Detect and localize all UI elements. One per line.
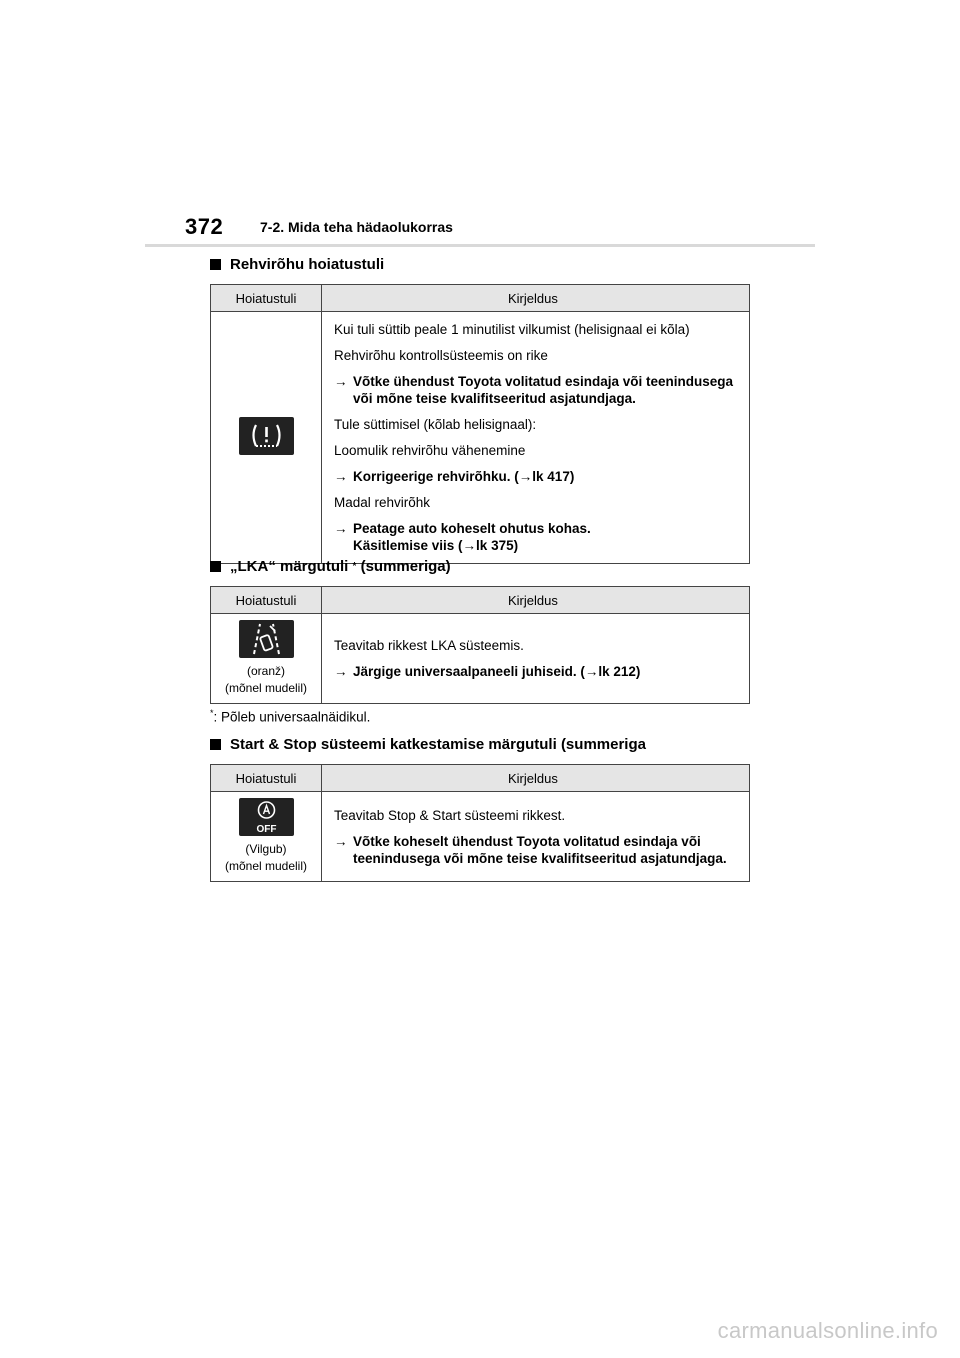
cause-text: Loomulik rehvirõhu vähenemine bbox=[334, 443, 526, 458]
column-header-warning-light: Hoiatustuli bbox=[211, 285, 322, 312]
bullet-square-icon bbox=[210, 561, 221, 572]
arrow-icon: → bbox=[334, 374, 348, 389]
page-number: 372 bbox=[185, 214, 224, 239]
section-heading-text: „LKA“ märgutuli bbox=[230, 558, 349, 575]
section-heading-text: Rehvirõhu hoiatustuli bbox=[230, 256, 385, 273]
footnote-mark: * bbox=[210, 708, 214, 718]
action-text bbox=[334, 833, 743, 867]
arrow-icon: → bbox=[334, 664, 348, 679]
icon-cell bbox=[211, 614, 322, 704]
section-heading-lka bbox=[210, 558, 451, 575]
tire-pressure-table bbox=[210, 284, 750, 564]
footnote bbox=[210, 708, 370, 725]
stop-start-off-icon bbox=[239, 798, 294, 836]
icon-cell bbox=[211, 312, 322, 564]
footnote-marker: * bbox=[352, 561, 357, 572]
bullet-square-icon bbox=[210, 739, 221, 750]
action-label: Võtke koheselt ühendust Toyota volitatud esindaja või teenindusega või mõne teise kvalifitseeritud asjatundjaga. bbox=[353, 833, 727, 866]
description-text: Teavitab Stop & Start süsteemi rikkest. bbox=[334, 807, 566, 823]
arrow-icon: → bbox=[334, 833, 348, 849]
description-cell bbox=[322, 792, 750, 882]
description-cell bbox=[322, 312, 750, 564]
table-header-row bbox=[211, 587, 750, 614]
section-heading-tire-pressure bbox=[210, 256, 384, 273]
condition-text: Kui tuli süttib peale 1 minutilist vilkumist (helisignaal ei kõla) bbox=[334, 322, 690, 337]
lka-table bbox=[210, 586, 750, 704]
description-cell bbox=[322, 614, 750, 704]
column-header-description: Kirjeldus bbox=[322, 765, 750, 792]
action-text bbox=[334, 520, 743, 537]
cause-text: Madal rehvirõhk bbox=[334, 495, 431, 510]
action-text bbox=[334, 663, 743, 680]
section-heading-text: Start & Stop süsteemi katkestamise märgutuli (summeriga bbox=[230, 736, 646, 753]
footnote-text: : Põleb universaalnäidikul. bbox=[213, 709, 371, 725]
action-text bbox=[334, 468, 743, 485]
table-row bbox=[211, 312, 750, 564]
column-header-description: Kirjeldus bbox=[322, 587, 750, 614]
action-label: Võtke ühendust Toyota volitatud esindaja või teenindusega või mõne teise kvalifitseeritud asjatundjaga. bbox=[353, 374, 734, 406]
description-text: Teavitab rikkest LKA süsteemis. bbox=[334, 638, 524, 653]
icon-caption: (mõnel mudelil) bbox=[224, 681, 308, 695]
column-header-description: Kirjeldus bbox=[322, 285, 750, 312]
action-label: Peatage auto koheselt ohutus kohas. bbox=[353, 521, 591, 536]
section-heading-suffix: (summeriga) bbox=[360, 558, 451, 575]
off-icon-label: OFF bbox=[256, 824, 276, 835]
column-header-warning-light: Hoiatustuli bbox=[211, 765, 322, 792]
column-header-warning-light: Hoiatustuli bbox=[211, 587, 322, 614]
lane-keeping-assist-icon bbox=[239, 620, 294, 658]
table-header-row bbox=[211, 765, 750, 792]
stop-start-table bbox=[210, 764, 750, 882]
tire-pressure-warning-icon bbox=[239, 417, 294, 455]
icon-caption: (oranž) bbox=[246, 664, 285, 678]
action-text-continued: Käsitlemise viis (→lk 375) bbox=[353, 538, 519, 553]
table-row bbox=[211, 614, 750, 704]
bullet-square-icon bbox=[210, 259, 221, 270]
arrow-icon: → bbox=[334, 469, 348, 484]
cause-text: Rehvirõhu kontrollsüsteemis on rike bbox=[334, 348, 548, 363]
section-heading-stop-start bbox=[210, 736, 646, 753]
icon-caption: (mõnel mudelil) bbox=[224, 859, 308, 873]
icon-cell bbox=[211, 792, 322, 882]
arrow-icon: → bbox=[334, 521, 348, 536]
chapter-title: 7-2. Mida teha hädaolukorras bbox=[260, 219, 453, 235]
icon-caption: (Vilgub) bbox=[245, 842, 287, 856]
condition-text: Tule süttimisel (kõlab helisignaal): bbox=[334, 417, 537, 432]
table-row bbox=[211, 792, 750, 882]
table-header-row bbox=[211, 285, 750, 312]
action-label: Järgige universaalpaneeli juhiseid. (→lk 212) bbox=[353, 664, 641, 679]
action-text bbox=[334, 373, 743, 407]
watermark: carmanualsonline.info bbox=[717, 1318, 938, 1343]
action-label: Korrigeerige rehvirõhku. (→lk 417) bbox=[353, 469, 575, 484]
header-divider bbox=[145, 244, 815, 247]
